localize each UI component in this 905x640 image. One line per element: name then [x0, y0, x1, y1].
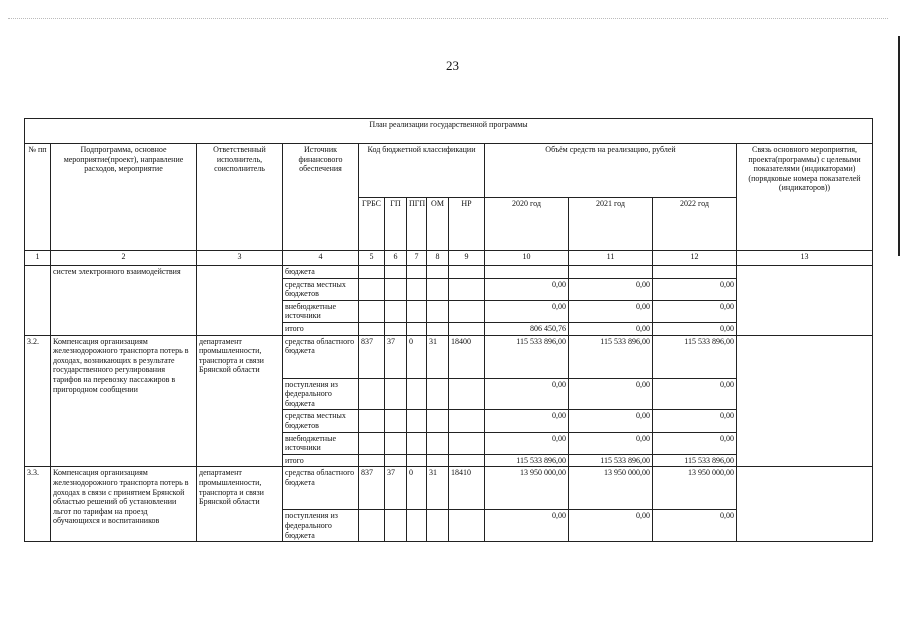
cell-2020: 0,00: [485, 300, 569, 322]
cell-nn: 3.2.: [25, 335, 51, 467]
cell-2020: 0,00: [485, 378, 569, 410]
cell-2021: 0,00: [569, 410, 653, 432]
cell-nn: [25, 266, 51, 336]
cell-2022: 0,00: [653, 432, 737, 454]
cell-2021: 0,00: [569, 278, 653, 300]
col-num: 4: [283, 251, 359, 266]
col-num: 2: [51, 251, 197, 266]
cell-nn: 3.3.: [25, 467, 51, 542]
cell-name: систем электронного взаимодействия: [51, 266, 197, 336]
header-pgp: ПГП: [407, 197, 427, 251]
cell-executor: департамент промышленности, транспорта и связи Брянской области: [197, 335, 283, 467]
cell-2022: 0,00: [653, 300, 737, 322]
header-2022: 2022 год: [653, 197, 737, 251]
caption-row: [25, 119, 873, 144]
header-2020: 2020 год: [485, 197, 569, 251]
cell-2020: 0,00: [485, 510, 569, 542]
cell-link: [737, 467, 873, 542]
header-2021: 2021 год: [569, 197, 653, 251]
cell-2022: 13 950 000,00: [653, 467, 737, 510]
cell-link: [737, 335, 873, 467]
header-code-group: Код бюджетной классификации: [359, 144, 485, 198]
cell-2022: 0,00: [653, 322, 737, 335]
cell-name: Компенсация организациям железнодорожного транспорта потерь в доходах в связи с принятием Брянской областью решений об установлении льгот по тарифам на проезд обучающихся и воспитанников: [51, 467, 197, 542]
header-np: НР: [449, 197, 485, 251]
cell-2022: 0,00: [653, 378, 737, 410]
cell-source: внебюджетные источники: [283, 432, 359, 454]
cell-gp: 37: [385, 467, 407, 510]
cell-pgp: 0: [407, 467, 427, 510]
cell-source: итого: [283, 454, 359, 467]
header-source: Источник финансового обеспечения: [283, 144, 359, 251]
cell-2020: 13 950 000,00: [485, 467, 569, 510]
cell-2020: 806 450,76: [485, 322, 569, 335]
col-num: 6: [385, 251, 407, 266]
cell-gp: 37: [385, 335, 407, 378]
cell-source: итого: [283, 322, 359, 335]
cell-om: 31: [427, 467, 449, 510]
cell-2020: 115 533 896,00: [485, 454, 569, 467]
header-om: ОМ: [427, 197, 449, 251]
col-num: 9: [449, 251, 485, 266]
col-num: 8: [427, 251, 449, 266]
cell-2021: [569, 266, 653, 279]
cell-link: [737, 266, 873, 336]
cell-np: 18400: [449, 335, 485, 378]
cell-2022: 0,00: [653, 510, 737, 542]
cell-pgp: 0: [407, 335, 427, 378]
col-num: 1: [25, 251, 51, 266]
cell-2021: 115 533 896,00: [569, 454, 653, 467]
cell-2022: 0,00: [653, 410, 737, 432]
cell-source: внебюджетные источники: [283, 300, 359, 322]
header-executor: Ответственный исполнитель, соисполнитель: [197, 144, 283, 251]
cell-source: средства местных бюджетов: [283, 410, 359, 432]
cell-2022: 115 533 896,00: [653, 454, 737, 467]
col-num: 12: [653, 251, 737, 266]
cell-2021: 0,00: [569, 378, 653, 410]
cell-2022: 0,00: [653, 278, 737, 300]
cell-name: Компенсация организациям железнодорожного транспорта потерь в доходах, возникающих в результате государственного регулирования тарифов на перевозку пассажиров в пригородном сообщении: [51, 335, 197, 467]
col-num: 11: [569, 251, 653, 266]
cell-source: средства областного бюджета: [283, 467, 359, 510]
cell-2021: 13 950 000,00: [569, 467, 653, 510]
cell-2020: 115 533 896,00: [485, 335, 569, 378]
header-grbs: ГРБС: [359, 197, 385, 251]
header-gp: ГП: [385, 197, 407, 251]
cell-2021: 115 533 896,00: [569, 335, 653, 378]
cell-source: поступления из федерального бюджета: [283, 510, 359, 542]
cell-2020: [485, 266, 569, 279]
cell-executor: [197, 266, 283, 336]
header-row-1: [25, 144, 873, 198]
cell-grbs: 837: [359, 467, 385, 510]
cell-source: средства областного бюджета: [283, 335, 359, 378]
page-number: 23: [446, 58, 459, 73]
col-num: 3: [197, 251, 283, 266]
header-nn: № пп: [25, 144, 51, 251]
cell-2021: 0,00: [569, 322, 653, 335]
col-num: 10: [485, 251, 569, 266]
header-volume-group: Объём средств на реализацию, рублей: [485, 144, 737, 198]
cell-2020: 0,00: [485, 432, 569, 454]
cell-2020: 0,00: [485, 278, 569, 300]
cell-executor: департамент промышленности, транспорта и связи Брянской области: [197, 467, 283, 542]
cell-om: 31: [427, 335, 449, 378]
cell-grbs: 837: [359, 335, 385, 378]
col-num: 13: [737, 251, 873, 266]
table-row: [25, 335, 873, 378]
table-row: [25, 467, 873, 510]
col-num: 5: [359, 251, 385, 266]
cell-2020: 0,00: [485, 410, 569, 432]
header-name: Подпрограмма, основное мероприятие(проект), направление расходов, мероприятие: [51, 144, 197, 251]
column-number-row: [25, 251, 873, 266]
cell-source: бюджета: [283, 266, 359, 279]
cell-2022: 115 533 896,00: [653, 335, 737, 378]
scan-artifact-line: [8, 18, 888, 20]
table-row: [25, 266, 873, 279]
cell-2021: 0,00: [569, 510, 653, 542]
cell-2022: [653, 266, 737, 279]
cell-source: поступления из федерального бюджета: [283, 378, 359, 410]
header-link: Связь основного мероприятия, проекта(программы) с целевыми показателями (индикаторами) (порядковые номера показателей (индикаторов)): [737, 144, 873, 251]
cell-2021: 0,00: [569, 300, 653, 322]
program-plan-table: [24, 118, 873, 542]
table-caption: План реализации государственной программы: [25, 119, 873, 144]
cell-source: средства местных бюджетов: [283, 278, 359, 300]
cell-np: 18410: [449, 467, 485, 510]
col-num: 7: [407, 251, 427, 266]
cell-2021: 0,00: [569, 432, 653, 454]
